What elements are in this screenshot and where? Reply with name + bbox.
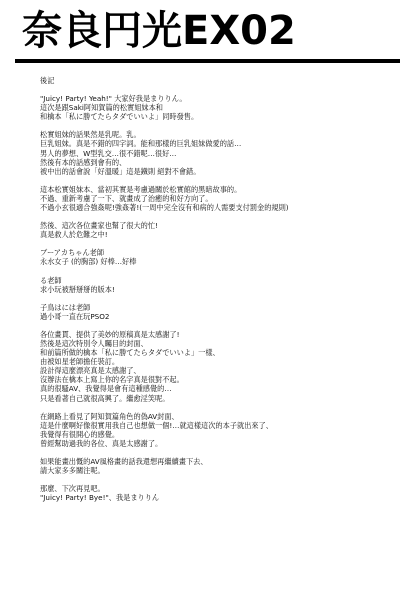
afterword-heading [40,76,390,85]
paragraph-7 [40,303,390,321]
text-line: 然後、這次各位畫家也幫了很大的忙! [40,221,158,231]
paragraph-5 [40,248,390,266]
text-line: 在網路上看見了阿知賀篇角色的偽AV封面、 [40,411,179,421]
text-line: 然後有本的話感到會有的、 [40,157,127,167]
paragraph-6 [40,276,390,294]
text-line: 曾經幫助過我的各位、真是太感謝了。 [40,438,163,448]
text-line: "Juicy! Party! Yeah!" 大家好我是まりりん。 [40,94,187,104]
paragraph-8 [40,330,390,403]
text-line: 如果能畫出慨的AV風格畫的話我還想再繼續畫下去、 [40,457,208,466]
text-line: 不過、重新考慮了一下、就畫成了治癒的和好方向了。 [40,193,213,203]
text-line: 子鳥はには老師 [40,302,91,312]
paragraph-4 [40,221,390,239]
text-line: 和前篇所做的檎本「私に勝てたらタダでいいよ」一樣、 [40,348,220,358]
text-line: る老師 [40,275,62,285]
text-line: 過小哥一直在玩PSO2 [40,311,110,321]
text-line: 永水女子 (的胸部) 好棒…好棒 [40,257,137,267]
text-line: 和檎本「私に勝てたらタダでいいよ」同時發售。 [40,112,199,122]
text-line: 不過小玄很適合強姦呢!強姦著!(一周中完全沒有和病的人需要支付罰金的規則) [40,203,289,213]
paragraph-3 [40,185,390,212]
paragraph-9 [40,412,390,448]
text-line: 被中出的話會說「好溫暖」這是鐵則 絕對不會錯。 [40,166,201,176]
text-line: 我覺得有很開心的感覺。 [40,429,120,439]
text-line: 請大家多多關注呢。 [40,466,105,476]
text-line: 這本松實姐妹本、當初其實是考慮過關於松實館的黑暗故事的。 [40,184,242,194]
title-underline [15,59,400,63]
paragraph-2 [40,130,390,175]
text-line: 男人的夢想、W型乳交…很不錯呢…很好… [40,148,177,158]
text-line: 設計得這麼漂亮真是太感謝了、 [40,366,141,376]
text-line: "Juicy! Party! Bye!"、我是まりりん [40,493,160,503]
text-line: 真是救人於危難之中! [40,230,108,240]
text-line: 由被如星老師擔任裝訂。 [40,357,120,367]
heading-text: 後記 [40,76,55,85]
paragraph-11 [40,484,390,502]
text-line: 這是什麼啊好像很實用我自己也想做一個!…就這樣這次的本子就出來了、 [40,420,273,430]
text-line: 巨乳姐妹。真是不錯的四字詞。能和那樣的巨乳姐妹做愛的話… [40,139,242,149]
paragraph-10 [40,457,390,475]
text-line: 求小玩被掰掰掰的版本! [40,284,115,294]
text-line: 各位畫貫、提供了美妙的原稿真是太感謝了! [40,329,180,339]
text-line: 只是看著自己就很高興了。繼愈淫笑呢。 [40,393,170,403]
afterword-body [40,76,390,511]
page-title: 奈良円光EX02 [22,8,296,54]
paragraph-1 [40,94,390,121]
text-line: 真的很騷AV、我覺得是會有這種感覺的… [40,384,172,394]
text-line: ブーアカちゃん老師 [40,248,105,258]
text-line: 那麼、下次再見吧。 [40,484,105,494]
text-line: 沒辦法在檎本上寫上你的名字真是很對不起。 [40,375,184,385]
text-line: 然後是這次特別令人矚目的封面、 [40,338,148,348]
text-line: 這次是跟Saki阿知賀篇的松實姐妹本和 [40,103,163,113]
text-line: 松實姐妹的話果然是乳呢。乳。 [40,130,141,140]
